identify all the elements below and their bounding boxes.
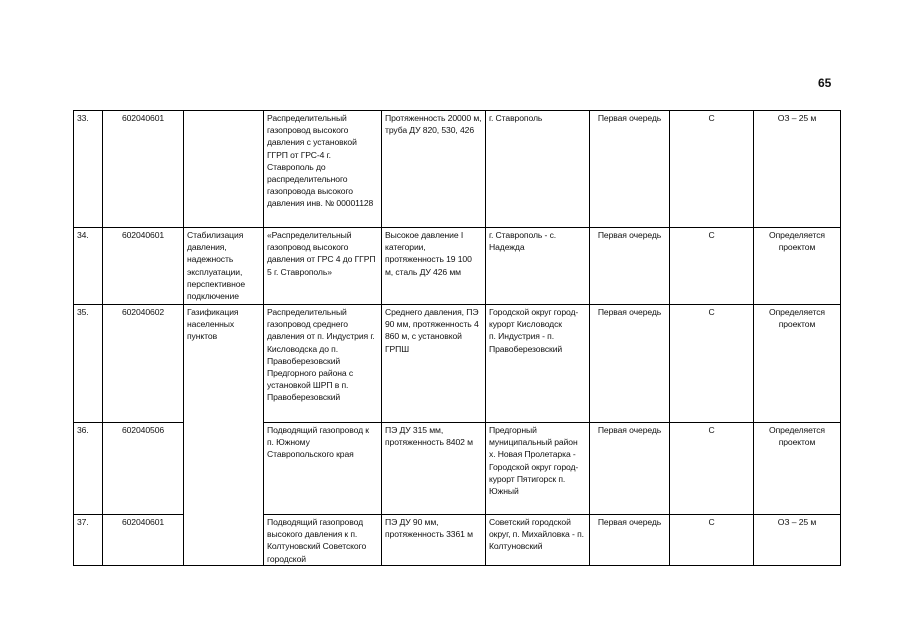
purpose-cell: Стабилизация давления, надежность эксплуатации, перспективное подключение — [184, 228, 264, 305]
code-cell: 602040601 — [103, 111, 184, 228]
location-cell: г. Ставрополь — [486, 111, 590, 228]
location-cell: Советский городской округ, п. Михайловка - п. Колтуновский — [486, 515, 590, 566]
parameters-cell: Высокое давление I категории, протяженность 19 100 м, сталь ДУ 426 мм — [382, 228, 486, 305]
status-cell: С — [670, 111, 754, 228]
zone-cell: Определяется проектом — [754, 228, 841, 305]
object-name-cell: Подводящий газопровод к п. Южному Ставропольского края — [264, 423, 382, 515]
stage-cell: Первая очередь — [590, 423, 670, 515]
table-row — [74, 111, 841, 228]
page-number: 65 — [818, 76, 832, 90]
zone-cell: ОЗ – 25 м — [754, 111, 841, 228]
parameters-cell: Среднего давления, ПЭ 90 мм, протяженность 4 860 м, с установкой ГРПШ — [382, 305, 486, 423]
parameters-cell: Протяженность 20000 м, труба ДУ 820, 530, 426 — [382, 111, 486, 228]
row-number-cell: 37. — [74, 515, 103, 566]
stage-cell: Первая очередь — [590, 515, 670, 566]
object-name-cell: Подводящий газопровод высокого давления к п. Колтуновский Советского городской — [264, 515, 382, 566]
row-number-cell: 34. — [74, 228, 103, 305]
row-number-cell: 35. — [74, 305, 103, 423]
table-row — [74, 228, 841, 305]
table-row — [74, 305, 841, 423]
code-cell: 602040506 — [103, 423, 184, 515]
zone-cell: Определяется проектом — [754, 305, 841, 423]
stage-cell: Первая очередь — [590, 228, 670, 305]
status-cell: С — [670, 515, 754, 566]
zone-cell: ОЗ – 25 м — [754, 515, 841, 566]
zone-cell: Определяется проектом — [754, 423, 841, 515]
status-cell: С — [670, 305, 754, 423]
code-cell: 602040602 — [103, 305, 184, 423]
object-name-cell: Распределительный газопровод высокого давления с установкой ГГРП от ГРС-4 г. Ставрополь до распределительного газопровода высокого давления инв. № 00001128 — [264, 111, 382, 228]
object-name-cell: «Распределительный газопровод высокого давления от ГРС 4 до ГГРП 5 г. Ставрополь» — [264, 228, 382, 305]
code-cell: 602040601 — [103, 515, 184, 566]
purpose-cell — [184, 111, 264, 228]
status-cell: С — [670, 423, 754, 515]
location-cell: Городской округ город-курорт Кисловодск п. Индустрия - п. Правоберезовский — [486, 305, 590, 423]
parameters-cell: ПЭ ДУ 90 мм, протяженность 3361 м — [382, 515, 486, 566]
stage-cell: Первая очередь — [590, 111, 670, 228]
object-name-cell: Распределительный газопровод среднего давления от п. Индустрия г. Кисловодска до п. Правоберезовский Предгорного района с установкой ШРП в п. Правоберезовский — [264, 305, 382, 423]
stage-cell: Первая очередь — [590, 305, 670, 423]
location-cell: Предгорный муниципальный район х. Новая Пролетарка - Городской округ город-курорт Пятигорск п. Южный — [486, 423, 590, 515]
status-cell: С — [670, 228, 754, 305]
location-cell: г. Ставрополь - с. Надежда — [486, 228, 590, 305]
code-cell: 602040601 — [103, 228, 184, 305]
purpose-cell: Газификация населенных пунктов — [184, 305, 264, 566]
row-number-cell: 36. — [74, 423, 103, 515]
row-number-cell: 33. — [74, 111, 103, 228]
planning-table — [73, 110, 841, 566]
parameters-cell: ПЭ ДУ 315 мм, протяженность 8402 м — [382, 423, 486, 515]
